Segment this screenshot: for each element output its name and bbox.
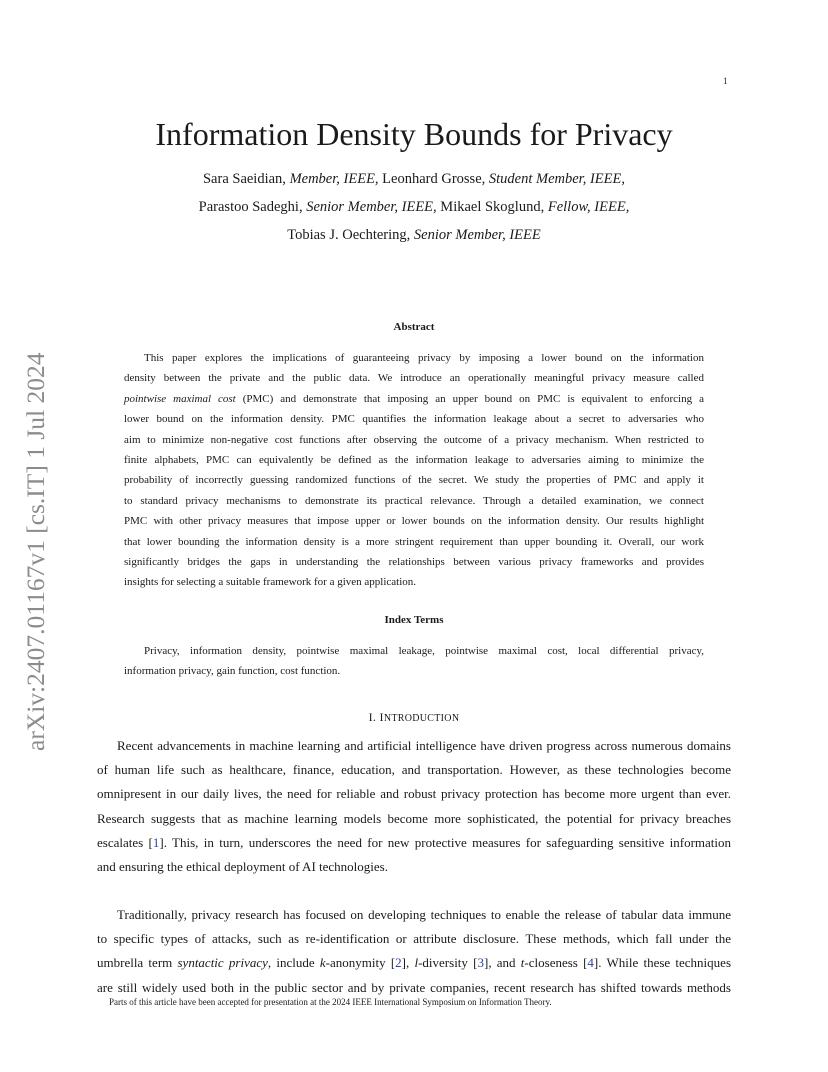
abstract-body — [124, 348, 704, 593]
author-line-2 — [0, 198, 828, 216]
abstract-line: significantly bridges the gaps in understanding the relationships between various privacy frameworks and provides — [124, 556, 704, 569]
author-role: Senior Member, IEEE, — [306, 199, 437, 215]
math-t: t — [520, 955, 525, 971]
paragraph-line: and ensuring the ethical deployment of AI technologies. — [97, 859, 388, 875]
author-name: Sara Saeidian, — [202, 171, 290, 187]
paragraph-line — [97, 951, 731, 975]
author-line-3 — [0, 226, 828, 244]
paragraph-line: of human life such as healthcare, finance, education, and transportation. However, as these technologies become — [97, 762, 731, 778]
author-name: Mikael Skoglund, — [436, 199, 548, 215]
syntactic-privacy-term: syntactic privacy — [177, 955, 268, 971]
pmc-term: pointwise maximal cost — [124, 392, 236, 405]
index-terms-body — [124, 641, 704, 682]
math-k: k — [319, 955, 326, 971]
paragraph-text: -closeness [ — [524, 955, 588, 971]
math-l: l — [414, 955, 419, 971]
paragraph-line: Traditionally, privacy research has focused on developing techniques to enable the release of tabular data immune — [117, 907, 731, 922]
paragraph-text: -diversity [ — [418, 955, 478, 971]
intro-paragraph-2 — [97, 903, 731, 1000]
paragraph-text: -anonymity [ — [325, 955, 396, 971]
author-line-1 — [0, 170, 828, 188]
arxiv-identifier-stamp: arXiv:2407.01167v1 [cs.IT] 1 Jul 2024 — [21, 352, 50, 751]
paragraph-line: are still widely used both in the public sector and by private companies, recent research has shifted towards methods — [97, 979, 731, 995]
abstract-line: This paper explores the implications of guaranteeing privacy by imposing a lower bound on the information — [144, 352, 704, 364]
abstract-line: that lower bounding the information density is a more stringent requirement than upper bounding it. Overall, our work — [124, 535, 704, 548]
section-heading-introduction — [0, 709, 828, 727]
abstract-line: density between the private and the public data. We introduce an operationally meaningful privacy measure called — [124, 372, 704, 385]
abstract-line: to standard privacy mechanisms to demonstrate its practical relevance. Through a detailed examination, we connect — [124, 494, 704, 507]
abstract-line: lower bound on the information density. PMC quantifies the information leakage about a secret to adversaries who — [124, 413, 704, 426]
author-role: Member, IEEE, — [289, 171, 379, 187]
paragraph-line: to specific types of attacks, such as re-identification or attribute disclosure. These methods, which fall under the — [97, 931, 731, 947]
paper-title: Information Density Bounds for Privacy — [155, 116, 673, 152]
index-terms-heading: Index Terms — [384, 614, 444, 626]
paragraph-text: escalates [ — [97, 834, 153, 850]
section-first-letter: I — [379, 710, 384, 724]
abstract-line: insights for selecting a suitable framework for a given application. — [124, 576, 417, 589]
citation-link[interactable]: 4 — [587, 955, 594, 971]
abstract-line — [124, 389, 704, 409]
paragraph-text: ], and — [483, 955, 521, 971]
abstract-line: PMC with other privacy measures that impose upper or lower bounds on the information density. Our results highlight — [124, 515, 704, 528]
abstract-line: finite alphabets, PMC can equivalently be defined as the information leakage to adversaries aiming to minimize the — [124, 454, 704, 467]
abstract-line-text: (PMC) and demonstrate that imposing an upper bound on PMC is equivalent to enforcing a — [235, 392, 704, 405]
paragraph-line: Recent advancements in machine learning and artificial intelligence have driven progress across numerous domains — [117, 738, 731, 753]
abstract-heading: Abstract — [393, 321, 435, 333]
paragraph-line: omnipresent in our daily lives, the need for reliable and robust privacy protection has become more urgent than ever. — [97, 786, 731, 802]
paragraph-line: Research suggests that as machine learning models become more sophisticated, the potential for privacy breaches — [97, 810, 731, 826]
author-name: Parastoo Sadeghi, — [198, 199, 307, 215]
paragraph-text: ], — [401, 955, 415, 971]
paragraph-text: umbrella term — [97, 955, 178, 971]
author-name: Tobias J. Oechtering, — [287, 227, 414, 243]
paragraph-text: ]. This, in turn, underscores the need for new protective measures for safeguarding sensitive information — [159, 834, 732, 850]
paragraph-line — [97, 831, 731, 855]
index-terms-line: information privacy, gain function, cost function. — [124, 665, 341, 678]
citation-link[interactable]: 3 — [477, 955, 484, 971]
paragraph-text: , include — [267, 955, 320, 971]
abstract-line: probability of incorrectly guessing randomized functions of the secret. We study the properties of PMC and apply it — [124, 474, 704, 487]
paragraph-text: ]. While these techniques — [593, 955, 731, 971]
citation-link[interactable]: 1 — [152, 834, 160, 850]
author-role: Fellow, IEEE, — [547, 199, 630, 215]
author-role: Senior Member, IEEE — [413, 227, 541, 243]
index-terms-line: Privacy, information density, pointwise maximal leakage, pointwise maximal cost, local differential privacy, — [144, 645, 704, 657]
section-title-smallcaps: NTRODUCTION — [383, 713, 460, 724]
abstract-line: aim to minimize non-negative cost functions after observing the outcome of a privacy mechanism. When restricted to — [124, 433, 704, 446]
intro-paragraph-1 — [97, 734, 731, 879]
author-role: Student Member, IEEE, — [488, 171, 625, 187]
section-numeral: I. — [368, 710, 380, 724]
citation-link[interactable]: 2 — [395, 955, 402, 971]
footnote: Parts of this article have been accepted for presentation at the 2024 IEEE International Symposium on Information Theory. — [109, 997, 552, 1007]
page-number: 1 — [723, 76, 728, 86]
author-name: Leonhard Grosse, — [378, 171, 489, 187]
